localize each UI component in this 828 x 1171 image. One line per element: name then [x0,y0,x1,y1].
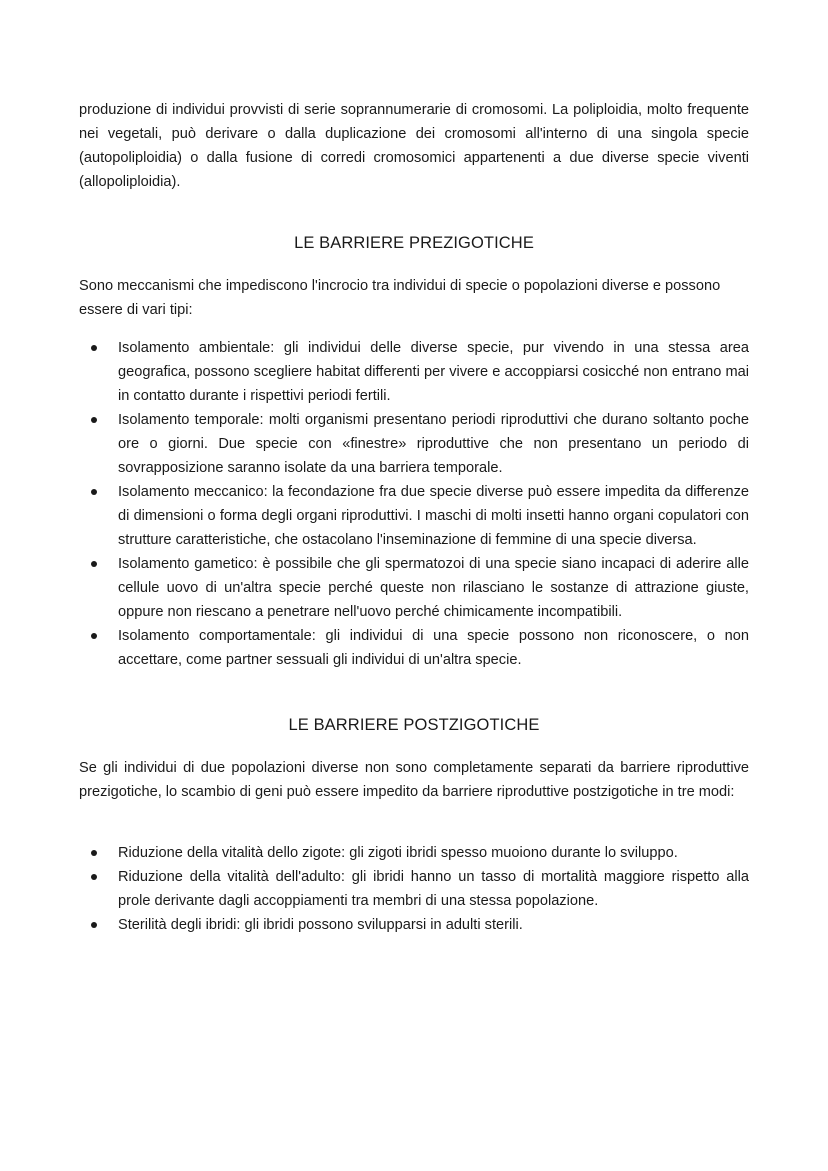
postzygotic-heading: LE BARRIERE POSTZIGOTICHE [288,716,540,734]
intro-paragraph: produzione di individui provvisti di serie soprannumerarie di cromosomi. La poliploidia, molto frequente nei vegetali, può derivare o dalla duplicazione dei cromosomi all'interno di una singola specie (autopoliploidia) o dalla fusione di corredi cromosomici appartenenti a due diverse specie viventi (allopoliploidia). [79,102,749,190]
list-item [79,624,749,672]
list-item-text: Isolamento meccanico: la fecondazione fra due specie diverse può essere impedita da differenze di dimensioni o forma degli organi riproduttivi. I maschi di molti insetti hanno organi copulatori con strutture caratteristiche, che ostacolano l'inseminazione di femmine di una specie diversa. [118,484,749,548]
bullet-icon [91,850,97,856]
bullet-icon [91,417,97,423]
list-item-text: Riduzione della vitalità dell'adulto: gli ibridi hanno un tasso di mortalità maggiore rispetto alla prole derivante dagli accoppiamenti tra membri di una stessa popolazione. [118,869,749,909]
bullet-icon [91,922,97,928]
list-item [79,865,749,913]
postzygotic-intro: Se gli individui di due popolazioni diverse non sono completamente separati da barriere riproduttive prezigotiche, lo scambio di geni può essere impedito da barriere riproduttive postzigotiche in tre modi: [79,760,749,800]
list-item-text: Isolamento temporale: molti organismi presentano periodi riproduttivi che durano soltanto poche ore o giorni. Due specie con «finestre» riproduttive che non presentano un periodo di sovrapposizione saranno isolate da una barriera temporale. [118,412,749,476]
list-item [79,913,749,937]
list-item-text: Isolamento gametico: è possibile che gli spermatozoi di una specie siano incapaci di aderire alle cellule uovo di un'altra specie perché queste non rilasciano le sostanze di attrazione giuste, oppure non riescano a penetrare nell'uovo perché chimicamente incompatibili. [118,556,749,620]
bullet-icon [91,633,97,639]
bullet-icon [91,561,97,567]
list-item [79,480,749,552]
prezygotic-heading: LE BARRIERE PREZIGOTICHE [294,234,534,252]
bullet-icon [91,874,97,880]
list-item [79,841,749,865]
prezygotic-intro: Sono meccanismi che impediscono l'incrocio tra individui di specie o popolazioni diverse e possono essere di vari tipi: [79,278,721,318]
list-item-text: Isolamento comportamentale: gli individui di una specie possono non riconoscere, o non accettare, come partner sessuali gli individui di un'altra specie. [118,628,749,668]
list-item-text: Isolamento ambientale: gli individui delle diverse specie, pur vivendo in una stessa area geografica, possono scegliere habitat differenti per vivere e accoppiarsi cosicché non entrano mai in contatto durante i rispettivi periodi fertili. [118,340,749,404]
list-item-text: Sterilità degli ibridi: gli ibridi possono svilupparsi in adulti sterili. [118,917,523,933]
bullet-icon [91,345,97,351]
list-item-text: Riduzione della vitalità dello zigote: gli zigoti ibridi spesso muoiono durante lo sviluppo. [118,845,678,861]
list-item [79,552,749,624]
list-item [79,336,749,408]
bullet-icon [91,489,97,495]
prezygotic-list [79,336,749,672]
postzygotic-list [79,841,749,937]
list-item [79,408,749,480]
